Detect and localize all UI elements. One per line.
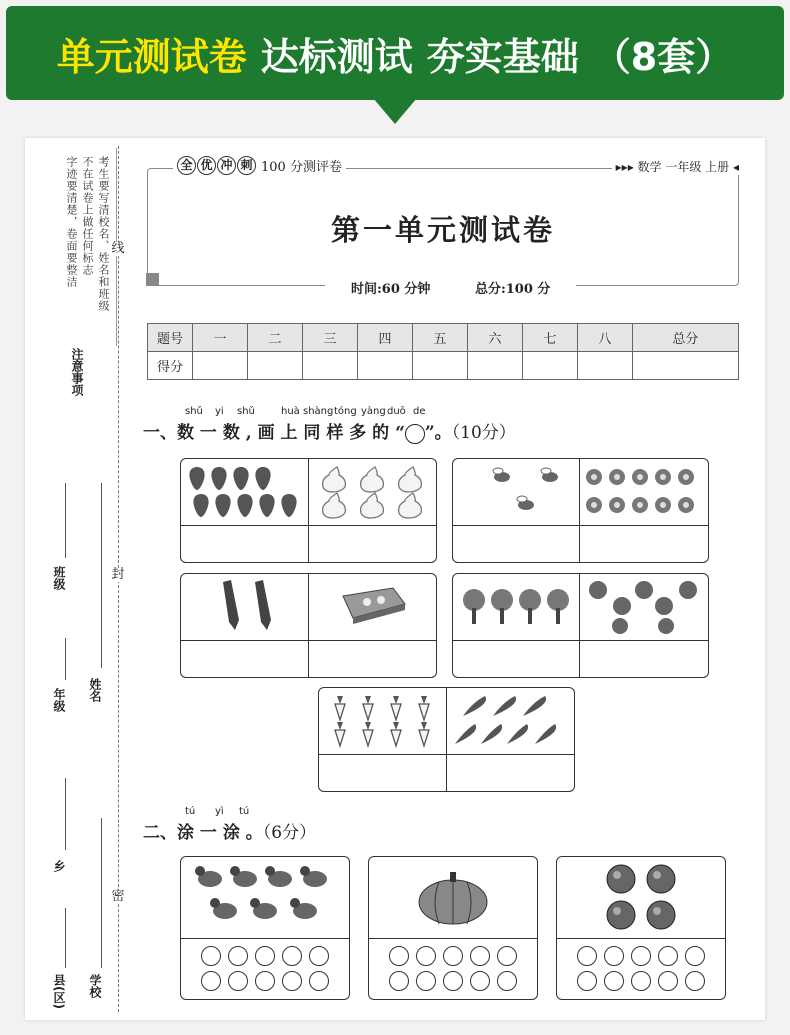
color-circle[interactable] — [470, 946, 490, 966]
color-circle[interactable] — [389, 946, 409, 966]
section-2-heading — [143, 818, 316, 843]
color-circle[interactable] — [309, 946, 329, 966]
circle-icon — [405, 424, 425, 444]
color-circle[interactable] — [228, 946, 248, 966]
time-info — [325, 278, 576, 297]
count-item-pair — [180, 458, 437, 563]
color-circle[interactable] — [416, 946, 436, 966]
brand — [173, 156, 346, 175]
school-line — [101, 818, 102, 968]
pears-icon — [309, 459, 436, 526]
color-circle[interactable] — [443, 946, 463, 966]
notice-line-3: 字迹要清楚，卷面要整洁 — [65, 156, 78, 288]
pens-icon — [181, 574, 308, 641]
corner-square — [146, 273, 159, 286]
color-circle[interactable] — [228, 971, 248, 991]
count-item — [453, 574, 580, 677]
pinyin: yi — [215, 406, 224, 417]
flowers-icon — [580, 459, 708, 526]
pinyin: yì — [215, 806, 224, 817]
color-circle[interactable] — [416, 971, 436, 991]
color-circle[interactable] — [470, 971, 490, 991]
brand-subtitle: 100 分测评卷 — [261, 160, 342, 175]
peach-icon — [601, 861, 681, 935]
section-2-title: 二、涂 一 涂 。 — [143, 823, 263, 843]
row-label-number: 题号 — [148, 324, 193, 352]
subject-label: ▸▸▸ 数学 一年级 上册 ◂ — [612, 158, 743, 175]
school-label: 学校 — [88, 974, 102, 998]
brand-char: 全 — [177, 156, 196, 175]
banner — [6, 6, 784, 100]
color-circle[interactable] — [685, 946, 705, 966]
color-item — [180, 856, 350, 1000]
color-circle[interactable] — [201, 946, 221, 966]
color-circle[interactable] — [201, 971, 221, 991]
pinyin: tóng — [334, 406, 357, 417]
township-label: 乡 — [52, 860, 66, 872]
count-item — [181, 574, 309, 677]
count-item — [453, 459, 580, 562]
score-cell[interactable] — [412, 352, 467, 380]
county-label: 县(区) — [52, 974, 66, 1009]
score-cell[interactable] — [193, 352, 248, 380]
pumpkin-icon — [369, 857, 537, 939]
color-circle[interactable] — [631, 971, 651, 991]
count-item-pair — [452, 458, 709, 563]
chili-pepper-icon — [455, 692, 567, 750]
name-line — [101, 483, 102, 668]
color-circle[interactable] — [685, 971, 705, 991]
chili-peppers-icon — [447, 688, 574, 755]
color-circle[interactable] — [255, 946, 275, 966]
pear-icon — [317, 463, 429, 521]
pinyin: shǔ — [185, 406, 203, 417]
cut-mark-line: 线 — [111, 241, 125, 256]
pencil-case-icon — [333, 582, 413, 632]
pinyin: tú — [185, 806, 196, 817]
pencil-case-icon — [309, 574, 436, 641]
section-1-points: （10分） — [451, 423, 516, 443]
bee-icon — [460, 463, 572, 521]
count-item — [580, 459, 708, 562]
table-row — [148, 352, 739, 380]
count-item-pair — [452, 573, 709, 678]
table-row — [148, 324, 739, 352]
color-circles — [557, 939, 725, 991]
column-header: 二 — [247, 324, 302, 352]
column-header: 三 — [302, 324, 357, 352]
color-circles — [369, 939, 537, 991]
class-line — [65, 483, 66, 558]
color-circle[interactable] — [389, 971, 409, 991]
score-table — [147, 323, 739, 380]
binding-strip — [25, 138, 130, 1020]
count-item — [181, 459, 309, 562]
count-item-pair — [180, 573, 437, 678]
answer-area[interactable] — [309, 641, 436, 677]
notice-box — [45, 148, 117, 346]
pinyin: de — [413, 406, 426, 417]
pinyin: yàng — [361, 406, 386, 417]
column-header: 八 — [577, 324, 632, 352]
answer-area[interactable] — [181, 526, 308, 562]
class-label: 班级 — [52, 566, 66, 590]
bird-icon — [190, 861, 340, 935]
grade-line — [65, 638, 66, 680]
section-1-heading — [143, 418, 516, 444]
count-item — [319, 688, 447, 791]
exam-paper — [25, 138, 765, 1020]
notice-line-1: 考生要写清校名、姓名和班级 — [97, 156, 110, 312]
pinyin: duō — [387, 406, 406, 417]
count-item — [309, 459, 436, 562]
answer-area[interactable] — [580, 526, 708, 562]
score-cell[interactable] — [247, 352, 302, 380]
banner-title — [6, 6, 784, 100]
pinyin: shàng — [303, 406, 334, 417]
color-circle[interactable] — [497, 946, 517, 966]
score-cell[interactable] — [632, 352, 738, 380]
township-line — [65, 778, 66, 850]
strawberries-icon — [181, 459, 308, 526]
color-circle[interactable] — [282, 946, 302, 966]
brand-char: 冲 — [217, 156, 236, 175]
pinyin: huà — [281, 406, 300, 417]
color-item — [368, 856, 538, 1000]
pumpkin-icon — [413, 868, 493, 928]
county-line — [65, 908, 66, 968]
banner-pointer — [373, 98, 417, 124]
answer-area[interactable] — [309, 526, 436, 562]
column-header: 四 — [357, 324, 412, 352]
color-circle[interactable] — [604, 971, 624, 991]
color-circle[interactable] — [577, 946, 597, 966]
banner-highlight: 单元测试卷 — [56, 34, 247, 79]
answer-area[interactable] — [447, 755, 574, 791]
notice-title: 注意事项 — [70, 348, 84, 396]
banner-part-3: 夯实基础 — [426, 34, 579, 79]
banner-part-2: 达标测试 — [260, 34, 413, 79]
count-item-pair — [318, 687, 575, 792]
pinyin: shǔ — [237, 406, 255, 417]
color-circle[interactable] — [255, 971, 275, 991]
count-item — [309, 574, 436, 677]
page-title: 第一单元测试卷 — [330, 213, 555, 247]
color-item — [556, 856, 726, 1000]
time-limit: 时间:60 分钟 — [351, 282, 431, 297]
strawberry-icon — [189, 463, 301, 521]
color-circle[interactable] — [309, 971, 329, 991]
column-header: 一 — [193, 324, 248, 352]
color-circles — [181, 939, 349, 991]
notice-line-2: 不在试卷上做任何标志 — [81, 156, 94, 276]
column-header: 七 — [522, 324, 577, 352]
color-circle[interactable] — [443, 971, 463, 991]
trees-icon — [453, 574, 579, 641]
section-2-points: （6分） — [262, 823, 317, 843]
color-circle[interactable] — [631, 946, 651, 966]
color-circle[interactable] — [497, 971, 517, 991]
score-cell[interactable] — [467, 352, 522, 380]
score-cell[interactable] — [302, 352, 357, 380]
answer-area[interactable] — [319, 755, 446, 791]
count-item — [447, 688, 574, 791]
banner-part-4: （8套） — [592, 34, 734, 79]
row-label-score: 得分 — [148, 352, 193, 380]
color-circle[interactable] — [604, 946, 624, 966]
chrysanthemum-icon — [584, 578, 704, 636]
answer-area[interactable] — [181, 641, 308, 677]
column-header: 六 — [467, 324, 522, 352]
score-cell[interactable] — [357, 352, 412, 380]
section-1-suffix: ”。 — [424, 423, 452, 443]
answer-area[interactable] — [453, 526, 579, 562]
color-circle[interactable] — [282, 971, 302, 991]
tree-icon — [460, 582, 572, 632]
answer-area[interactable] — [453, 641, 579, 677]
brand-char: 刺 — [237, 156, 256, 175]
total-score: 总分:100 分 — [474, 282, 551, 297]
count-item — [580, 574, 708, 677]
score-cell[interactable] — [522, 352, 577, 380]
grade-label: 年级 — [52, 688, 66, 712]
birds-icon — [181, 857, 349, 939]
section-1-prefix: 一、数 一 数 , 画 上 同 样 多 的 “ — [143, 423, 405, 443]
name-label: 姓名 — [88, 678, 102, 702]
column-header-total: 总分 — [632, 324, 738, 352]
bees-icon — [453, 459, 579, 526]
answer-area[interactable] — [580, 641, 708, 677]
pinyin: tú — [239, 806, 250, 817]
chrysanthemums-icon — [580, 574, 708, 641]
carrots-icon — [319, 688, 446, 755]
color-circle[interactable] — [658, 971, 678, 991]
column-header: 五 — [412, 324, 467, 352]
brand-char: 优 — [197, 156, 216, 175]
score-cell[interactable] — [577, 352, 632, 380]
cut-mark-seal: 封 — [111, 567, 125, 582]
flower-icon — [584, 463, 704, 521]
color-circle[interactable] — [577, 971, 597, 991]
peaches-icon — [557, 857, 725, 939]
carrot-icon — [327, 692, 439, 750]
color-circle[interactable] — [658, 946, 678, 966]
pen-icon — [205, 578, 285, 636]
cut-mark-secret: 密 — [111, 889, 125, 904]
